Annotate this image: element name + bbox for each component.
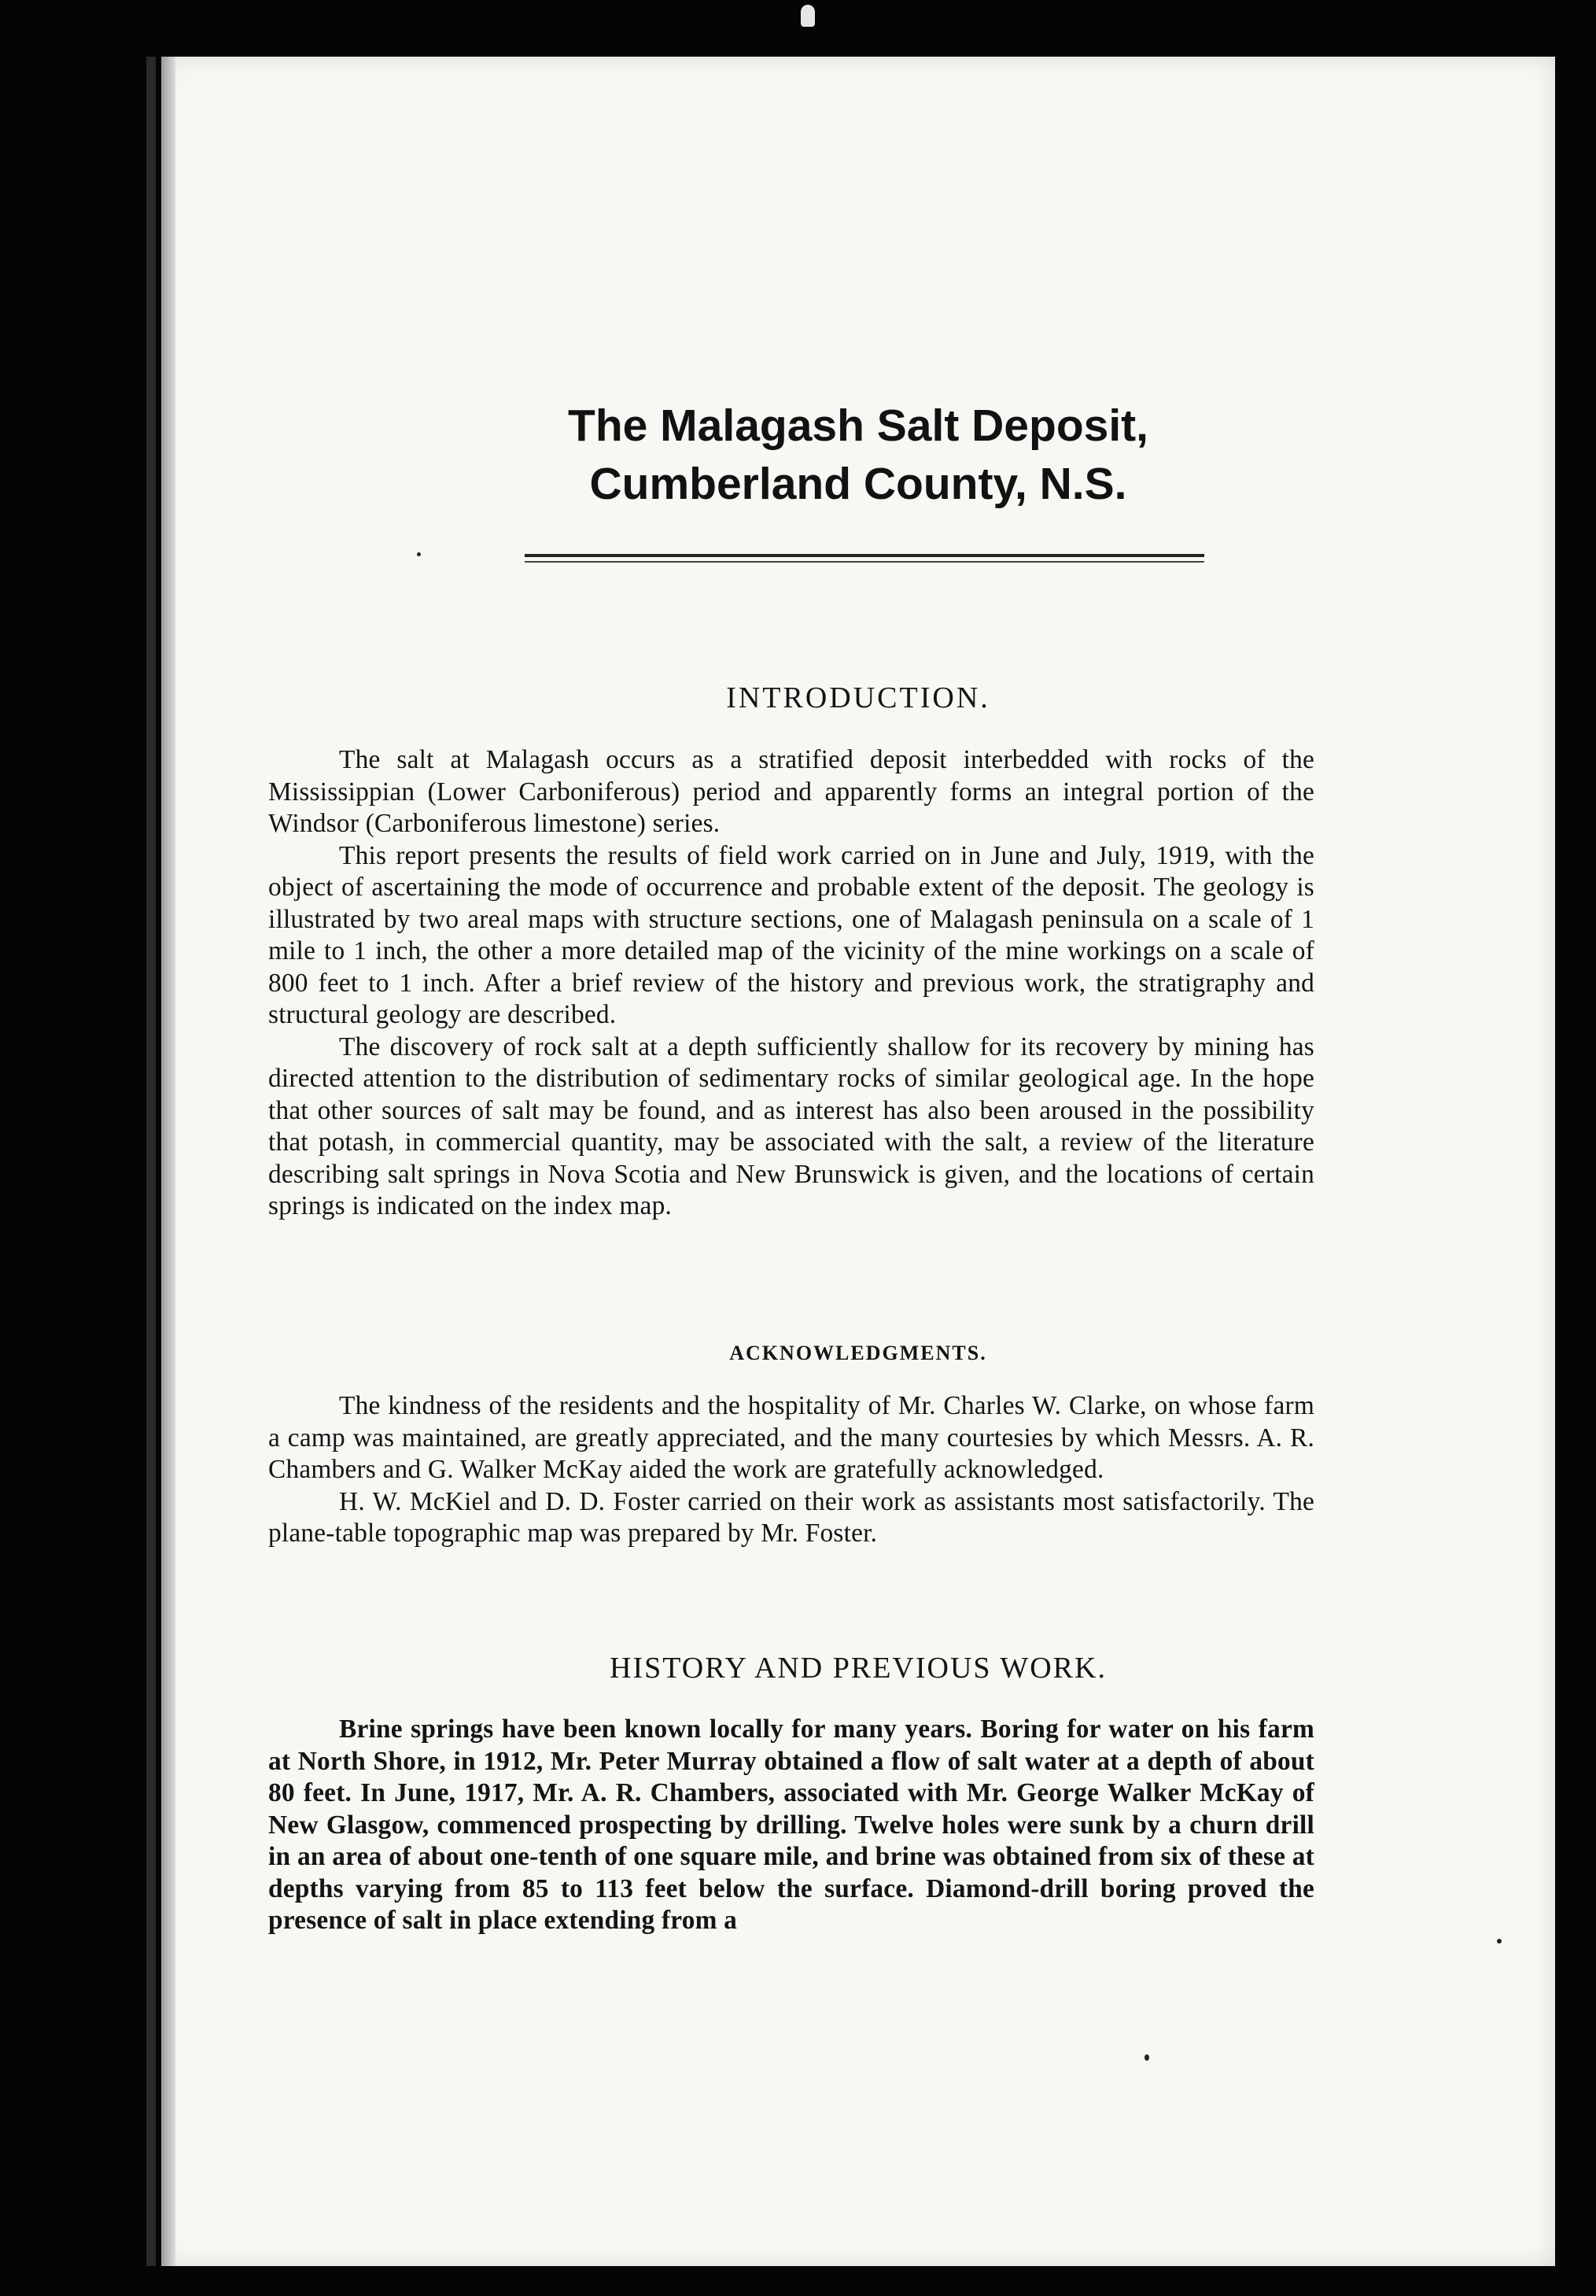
page-binding-edge <box>161 57 175 2266</box>
scan-speck <box>1497 1939 1502 1943</box>
history-paragraph: Brine springs have been known locally for many years. Boring for water on his farm at North Shore, in 1912, Mr. Peter Murray obtained a flow of salt water at a depth of about 80 feet. In June, 1917, Mr. A. R. Chambers, associated with Mr. George Walker McKay of New Glasgow, commenced prospecting by drilling. Twelve holes were sunk by a churn drill in an area of about one-tenth of one square mile, and brine was obtained from six of these at depths varying from 85 to 113 feet below the surface. Diamond-drill boring proved the presence of salt in place extending from a <box>268 1715 1314 1935</box>
acknowledgments-heading: ACKNOWLEDGMENTS. <box>729 1342 987 1364</box>
scanned-page <box>161 57 1555 2266</box>
introduction-body <box>268 744 1314 1223</box>
introduction-paragraph: This report presents the results of field work carried on in June and July, 1919, with the object of ascertaining the mode of occurrence and probable extent of the deposit. The geology is illustrated by two areal maps with structure sections, one of Malagash peninsula on a scale of 1 mile to 1 inch, the other a more detailed map of the vicinity of the mine workings on a scale of 800 feet to 1 inch. After a brief review of the history and previous work, the stratigraphy and structural geology are described. <box>268 840 1314 1029</box>
title-divider <box>525 554 1204 563</box>
scan-top-mark <box>801 5 815 27</box>
introduction-paragraph: The discovery of rock salt at a depth sufficiently shallow for its recovery by mining has directed attention to the distribution of sedimentary rocks of similar geological age. In the hope that other sources of salt may be found, and as interest has also been aroused in the possibility that potash, in commercial quantity, may be associated with the salt, a review of the literature describing salt springs in Nova Scotia and New Brunswick is given, and the locations of certain springs is indicated on the index map. <box>268 1032 1314 1220</box>
introduction-heading: INTRODUCTION. <box>726 681 990 714</box>
book-spine <box>146 57 156 2266</box>
history-body <box>268 1714 1314 1937</box>
scan-speck <box>417 552 421 556</box>
acknowledgments-body <box>268 1390 1314 1550</box>
acknowledgments-paragraph: The kindness of the residents and the hospitality of Mr. Charles W. Clarke, on whose farm a camp was maintained, are greatly appreciated, and the many courtesies by which Messrs. A. R. Chambers and G. Walker McKay aided the work are gratefully acknowledged. <box>268 1391 1314 1484</box>
acknowledgments-paragraph: H. W. McKiel and D. D. Foster carried on their work as assistants most satisfactorily. The plane-table topographic map was prepared by Mr. Foster. <box>268 1486 1314 1548</box>
scan-speck <box>1144 2054 1149 2061</box>
document-title <box>161 397 1555 513</box>
title-line-2: Cumberland County, N.S. <box>589 459 1127 509</box>
title-line-1: The Malagash Salt Deposit, <box>568 401 1148 451</box>
history-heading: HISTORY AND PREVIOUS WORK. <box>610 1652 1107 1685</box>
introduction-paragraph: The salt at Malagash occurs as a stratified deposit interbedded with rocks of the Mississippian (Lower Carboniferous) period and apparently forms an integral portion of the Windsor (Carboniferous limestone) series. <box>268 745 1314 838</box>
